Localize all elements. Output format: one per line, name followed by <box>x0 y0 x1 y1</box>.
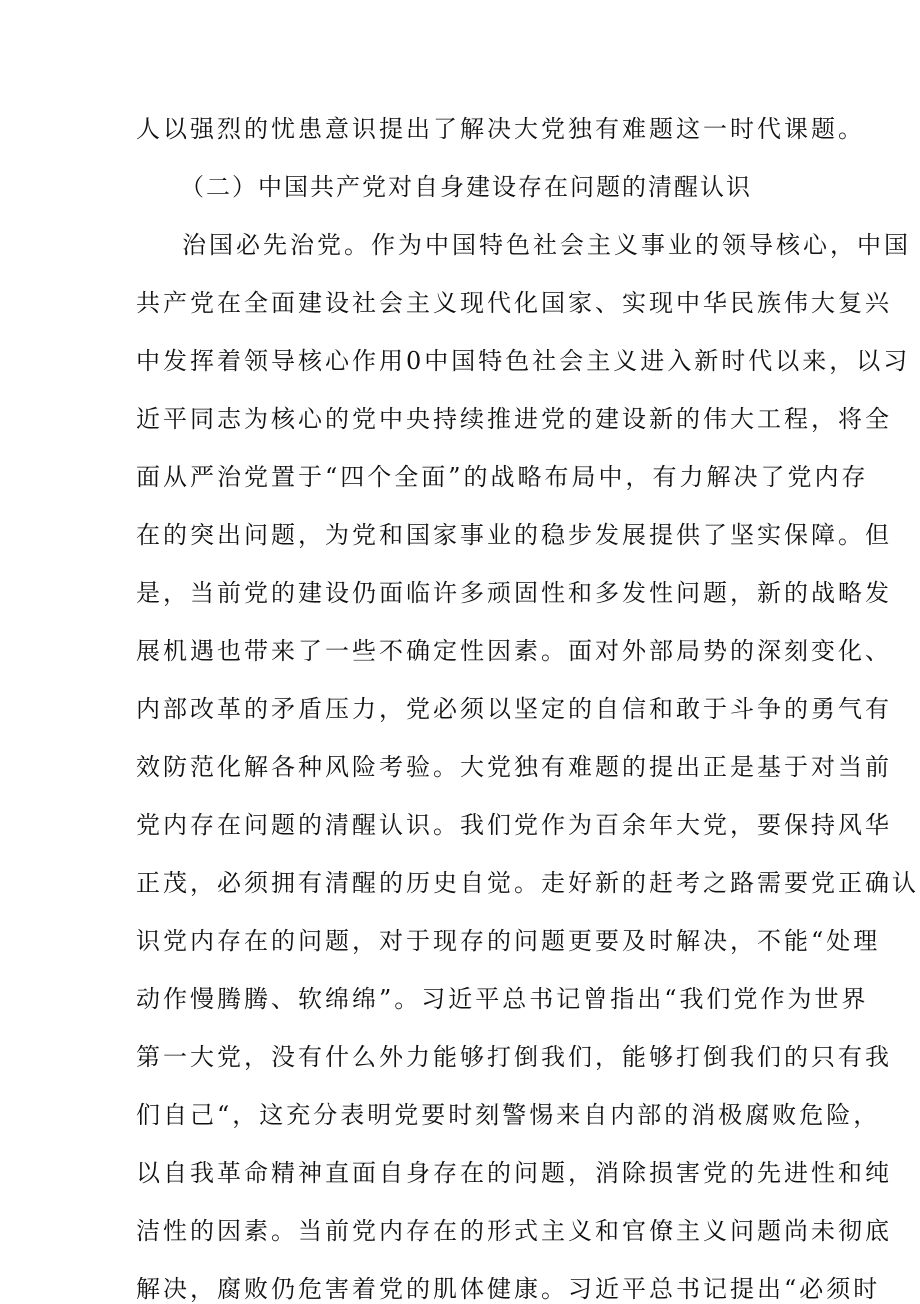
paragraph-line: 动作慢腾腾、软绵绵”。习近平总书记曾指出“我们党作为世界 <box>136 985 869 1013</box>
paragraph-line: 共产党在全面建设社会主义现代化国家、实现中华民族伟大复兴 <box>136 289 892 317</box>
paragraph-line: 内部改革的矛盾压力，党必须以坚定的自信和敢于斗争的勇气有 <box>136 695 892 723</box>
paragraph-line: 解决，腐败仍危害着党的肌体健康。习近平总书记提出“必须时 <box>136 1275 881 1303</box>
paragraph-line: 洁性的因素。当前党内存在的形式主义和官僚主义问题尚未彻底 <box>136 1217 892 1245</box>
paragraph-line: 治国必先治党。作为中国特色社会主义事业的领导核心，中国 <box>182 231 911 259</box>
paragraph-line: 以自我革命精神直面自身存在的问题，消除损害党的先进性和纯 <box>136 1159 892 1187</box>
paragraph-line: 展机遇也带来了一些不确定性因素。面对外部局势的深刻变化、 <box>136 637 892 665</box>
intro-line: 人以强烈的忧患意识提出了解决大党独有难题这一时代课题。 <box>136 115 865 143</box>
paragraph-line: 在的突出问题，为党和国家事业的稳步发展提供了坚实保障。但 <box>136 521 892 549</box>
paragraph-line: 中发挥着领导核心作用0中国特色社会主义进入新时代以来，以习 <box>136 347 911 375</box>
paragraph-line: 们自己“，这充分表明党要时刻警惕来自内部的消极腐败危险， <box>136 1101 881 1129</box>
paragraph-line: 近平同志为核心的党中央持续推进党的建设新的伟大工程，将全 <box>136 405 892 433</box>
paragraph-line: 第一大党，没有什么外力能够打倒我们，能够打倒我们的只有我 <box>136 1043 892 1071</box>
paragraph-line: 效防范化解各种风险考验。大党独有难题的提出正是基于对当前 <box>136 753 892 781</box>
paragraph-line: 正茂，必须拥有清醒的历史自觉。走好新的赶考之路需要党正确认 <box>136 869 919 897</box>
paragraph-line: 党内存在问题的清醒认识。我们党作为百余年大党，要保持风华 <box>136 811 892 839</box>
paragraph-line: 是，当前党的建设仍面临许多顽固性和多发性问题，新的战略发 <box>136 579 892 607</box>
section-heading: （二）中国共产党对自身建设存在问题的清醒认识 <box>180 173 752 201</box>
paragraph-line: 面从严治党置于“四个全面”的战略布局中，有力解决了党内存 <box>136 463 869 491</box>
paragraph-line: 识党内存在的问题，对于现存的问题更要及时解决，不能“处理 <box>136 927 881 955</box>
